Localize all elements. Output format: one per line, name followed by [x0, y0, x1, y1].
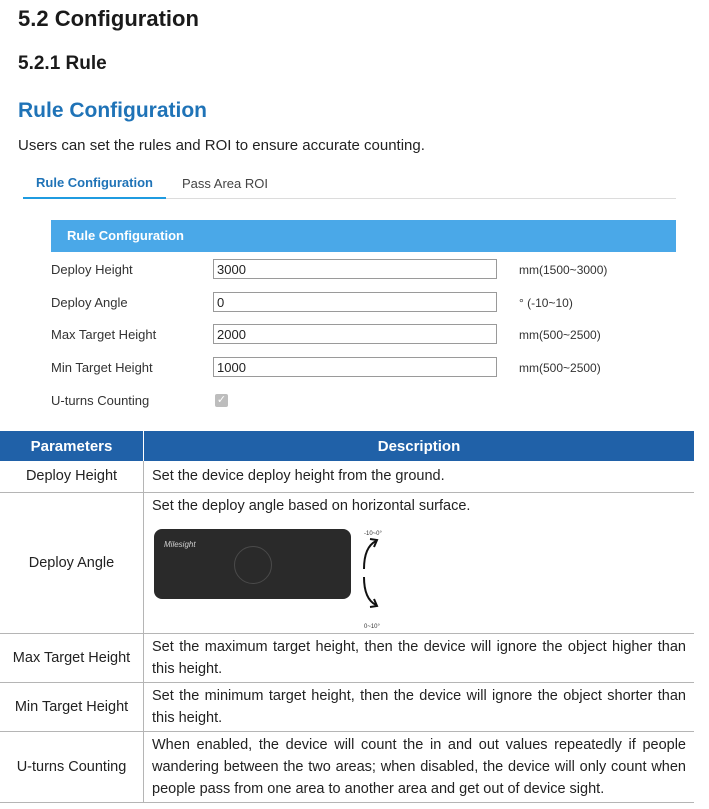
- curved-arrow-up-icon: [360, 535, 382, 571]
- param-name: Deploy Angle: [0, 492, 144, 633]
- parameters-table: [0, 431, 694, 803]
- header-parameters: Parameters: [0, 431, 144, 461]
- field-uturns-counting: [51, 390, 671, 412]
- intro-text: Users can set the rules and ROI to ensure accurate counting.: [18, 137, 425, 154]
- device-illustration: [152, 523, 686, 631]
- param-desc: Set the maximum target height, then the device will ignore the object higher than this height.: [144, 633, 695, 682]
- field-deploy-angle: [51, 292, 671, 314]
- table-row: [0, 633, 694, 682]
- field-unit: ° (-10~10): [519, 296, 573, 310]
- param-desc: Set the minimum target height, then the device will ignore the object shorter than this height.: [144, 682, 695, 731]
- field-label: Deploy Angle: [51, 295, 128, 310]
- param-desc: [144, 492, 695, 633]
- param-desc-text: Set the deploy angle based on horizontal surface.: [152, 497, 471, 514]
- tab-pass-area-roi[interactable]: Pass Area ROI: [182, 176, 268, 191]
- field-deploy-height: [51, 259, 671, 281]
- tab-bar: [23, 170, 676, 199]
- subsection-heading: 5.2.1 Rule: [18, 53, 107, 74]
- curved-arrow-down-icon: [360, 575, 382, 611]
- field-label: Min Target Height: [51, 360, 153, 375]
- field-unit: mm(500~2500): [519, 328, 601, 342]
- param-name: Min Target Height: [0, 682, 144, 731]
- device-logo: Milesight: [164, 539, 196, 549]
- deploy-angle-input[interactable]: [213, 292, 497, 312]
- uturns-checkbox[interactable]: ✓: [216, 394, 227, 406]
- min-target-height-input[interactable]: [213, 357, 497, 377]
- field-unit: mm(1500~3000): [519, 263, 608, 277]
- header-description: Description: [144, 431, 695, 461]
- param-desc: Set the device deploy height from the ground.: [144, 461, 695, 492]
- angle-top-label: -10~0°: [364, 530, 382, 537]
- max-target-height-input[interactable]: [213, 324, 497, 344]
- deploy-height-input[interactable]: [213, 259, 497, 279]
- section-heading: 5.2 Configuration: [18, 6, 199, 31]
- lens-icon: [234, 546, 272, 584]
- device-image: [154, 529, 351, 599]
- field-max-target-height: [51, 324, 671, 346]
- table-row: [0, 731, 694, 802]
- tab-rule-configuration[interactable]: Rule Configuration: [23, 175, 166, 199]
- field-label: Deploy Height: [51, 262, 133, 277]
- field-unit: mm(500~2500): [519, 361, 601, 375]
- param-name: U-turns Counting: [0, 731, 144, 802]
- field-min-target-height: [51, 357, 671, 379]
- page-title: Rule Configuration: [18, 99, 207, 122]
- field-label: U-turns Counting: [51, 393, 150, 408]
- field-label: Max Target Height: [51, 327, 157, 342]
- param-name: Max Target Height: [0, 633, 144, 682]
- table-row: [0, 682, 694, 731]
- table-row: [0, 492, 694, 633]
- panel-header: Rule Configuration: [51, 220, 676, 252]
- param-name: Deploy Height: [0, 461, 144, 492]
- table-row: [0, 461, 694, 492]
- param-desc: When enabled, the device will count the in and out values repeatedly if people wandering between the two areas; when disabled, the device will only count when people pass from one area to another area and get out of device sight.: [144, 731, 695, 802]
- angle-bottom-label: 0~10°: [364, 623, 380, 630]
